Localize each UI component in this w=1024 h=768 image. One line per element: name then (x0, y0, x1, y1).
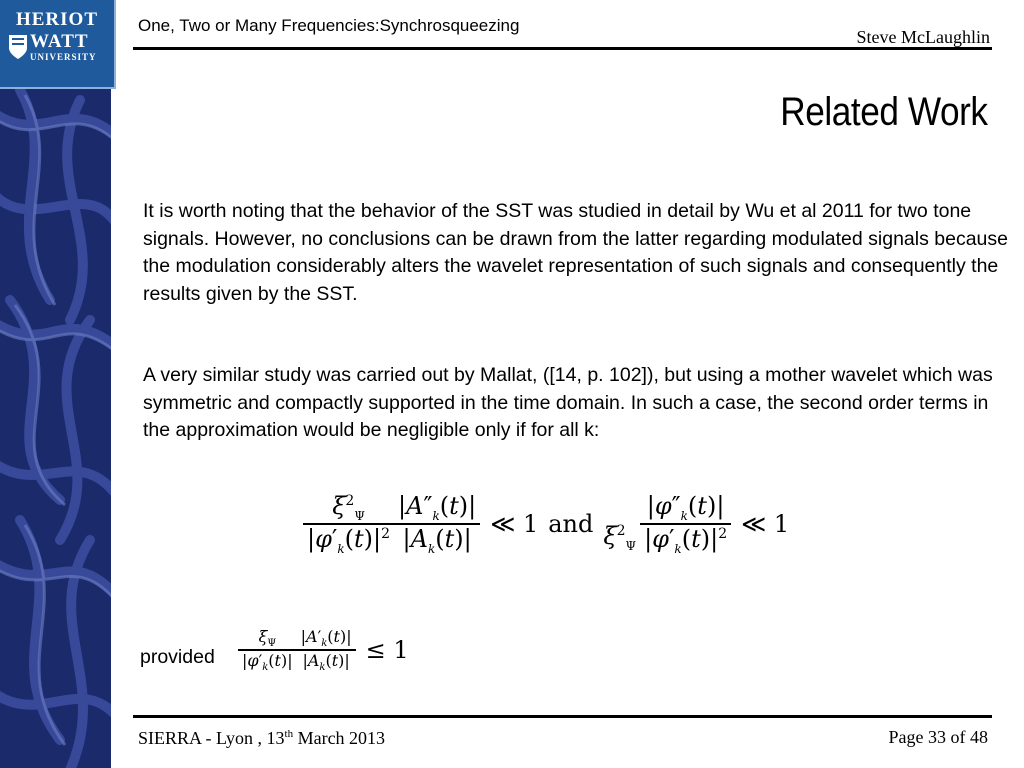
condition-equation (303, 492, 799, 556)
footer-event (138, 728, 385, 749)
xi-fraction: $\frac{\xi^2_\Psi}{|\varphi'_k(t)|^2}$ (303, 492, 394, 556)
logo-line2: WATT (30, 31, 89, 52)
footer-event-suffix: March 2013 (293, 728, 386, 748)
sidebar-pattern (0, 0, 111, 768)
relation-2: ≪ 1 (741, 509, 790, 538)
and-word: and (548, 509, 594, 538)
paragraph-2: A very similar study was carried out by Mallat, ([14, p. 102]), but using a mother wavelet which was symmetric and compactly supported in the time domain. In such a case, the second order terms in the approximation would be negligible only if for all k: (143, 364, 993, 441)
amplitude-ratio-fraction: $\frac{|A'_k(t)|}{|A_k(t)|}$ (297, 627, 356, 673)
amplitude-fraction: $\frac{|A''_k(t)|}{|A_k(t)|}$ (394, 492, 480, 556)
page-number: Page 33 of 48 (888, 727, 988, 747)
header-divider (133, 47, 992, 50)
logo-line1: HERIOT (15, 9, 99, 30)
paragraph-1: It is worth noting that the behavior of the SST was studied in detail by Wu et al 2011 for two tone signals. However, no conclusions can be drawn from the latter regarding modulated signals because the modulation considerably alters the wavelet representation of such signals and consequently the results given by the SST. (143, 200, 1008, 305)
university-logo (0, 0, 116, 89)
provided-equation (238, 627, 419, 673)
footer-divider (133, 715, 992, 718)
logo-line3: UNIVERSITY (30, 52, 97, 62)
xi-psi-fraction: $\frac{\xi_\Psi}{|\varphi'_k(t)|}$ (238, 627, 297, 673)
author-name: Steve McLaughlin (856, 27, 990, 47)
provided-label: provided (140, 646, 215, 668)
decorative-sidebar (0, 0, 111, 768)
relation-leq: ≤ 1 (365, 636, 409, 665)
relation-1: ≪ 1 (490, 509, 539, 538)
footer-event-sup: th (284, 728, 294, 740)
phase-fraction: $\frac{|\varphi''_k(t)|}{|\varphi'_k(t)|^2}$ (640, 492, 731, 556)
footer-event-prefix: SIERRA - Lyon , 13 (138, 728, 285, 748)
crest-icon (8, 34, 28, 60)
slide-title: Related Work (780, 90, 988, 134)
deck-title: One, Two or Many Frequencies:Synchrosqueezing (138, 16, 520, 35)
xi-fraction-2: $\xi^2_\Psi$ (603, 522, 637, 554)
